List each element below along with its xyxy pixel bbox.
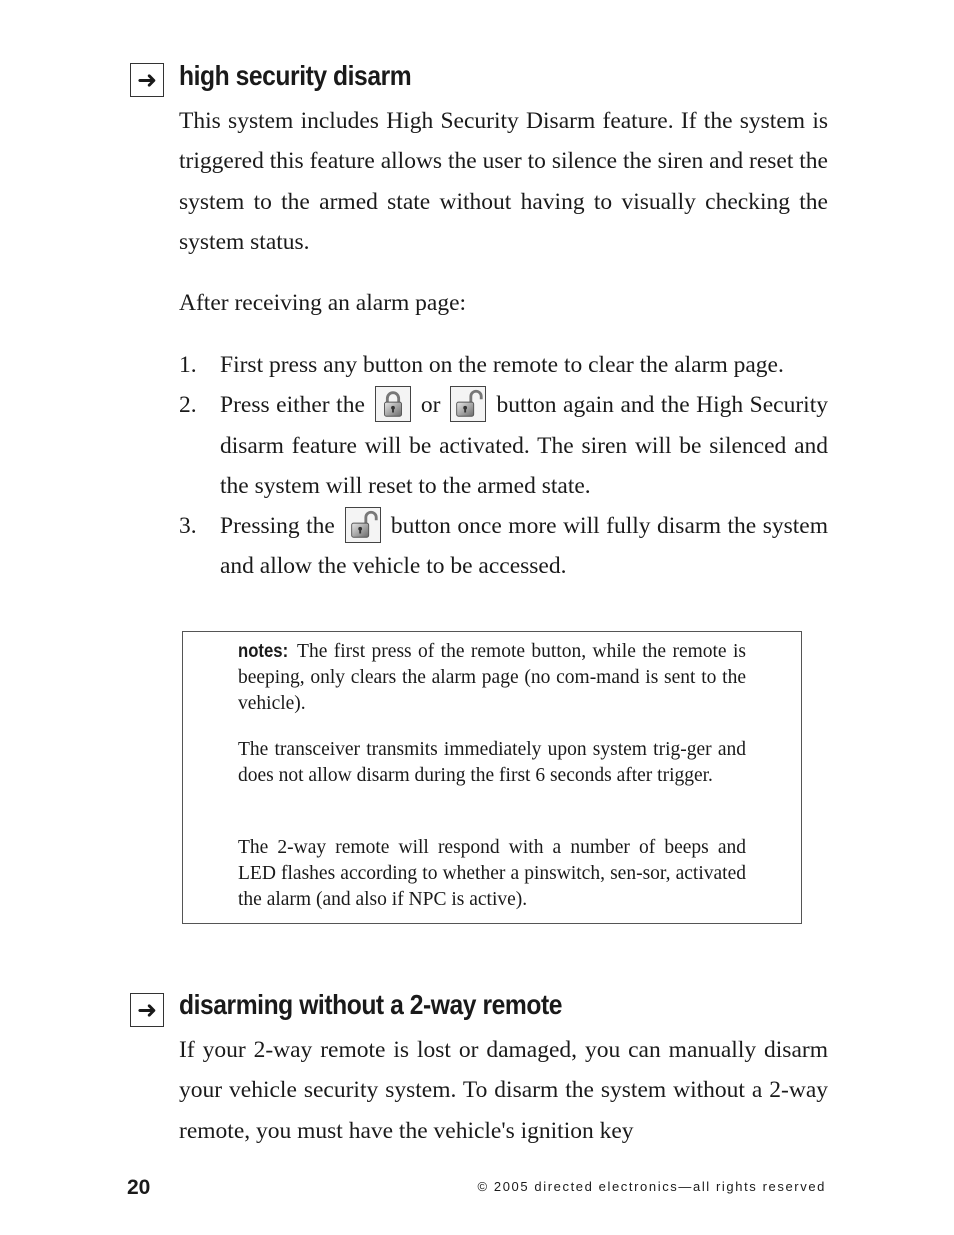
step-text-post: button again and the High Security disarm feature will be activated. The siren will be silenced and the system will reset to the armed state.	[220, 392, 828, 499]
step-text	[220, 506, 828, 587]
note-3: The 2-way remote will respond with a number of beeps and LED flashes according to whether a pinswitch, sen-sor, activated the alarm (and also if NPC is active).	[238, 837, 746, 910]
note-1	[238, 639, 746, 717]
step-text-pre: Press either the	[220, 392, 365, 419]
step-text-pre: Pressing the	[220, 513, 335, 540]
note-1-text: The first press of the remote button, while the remote is beeping, only clears the alarm page (no com-mand is sent to the vehicle).	[238, 641, 746, 714]
step-number: 3.	[179, 513, 197, 540]
copyright-text: © 2005 directed electronics—all rights reserved	[477, 1179, 826, 1194]
step-text-mid: or	[420, 392, 441, 419]
step-number: 2.	[179, 392, 197, 419]
list-item	[179, 506, 828, 587]
section2-paragraph: If your 2-way remote is lost or damaged, you can manually disarm your vehicle security system. To disarm the system without a 2-way remote, you must have the vehicle's ignition key	[179, 1037, 828, 1144]
arrow-icon: ➜	[130, 993, 164, 1027]
note-2: The transceiver transmits immediately upon system trig-ger and does not allow disarm during the first 6 seconds after trigger.	[238, 739, 746, 786]
list-item	[179, 385, 828, 506]
step-text: First press any button on the remote to clear the alarm page.	[220, 352, 784, 378]
notes-label: notes:	[238, 641, 289, 662]
lock-icon	[375, 386, 411, 422]
section-heading-high-security-disarm: high security disarm	[179, 60, 412, 91]
intro-paragraph: This system includes High Security Disarm feature. If the system is triggered this feature allows the user to silence the siren and reset the system to the armed state without having to visually checking the system status.	[179, 108, 828, 255]
unlock-icon	[450, 386, 486, 422]
page-number: 20	[127, 1176, 151, 1199]
unlock-icon	[345, 507, 381, 543]
arrow-icon: ➜	[130, 63, 164, 97]
after-receiving-text: After receiving an alarm page:	[179, 290, 467, 316]
step-number: 1.	[179, 352, 197, 378]
section-heading-disarming-without-remote: disarming without a 2-way remote	[179, 989, 562, 1020]
steps-list	[179, 345, 828, 587]
list-item	[179, 345, 828, 385]
step-text	[220, 385, 828, 506]
step-text-post: button once more will fully disarm the system and allow the vehicle to be accessed.	[220, 513, 828, 580]
